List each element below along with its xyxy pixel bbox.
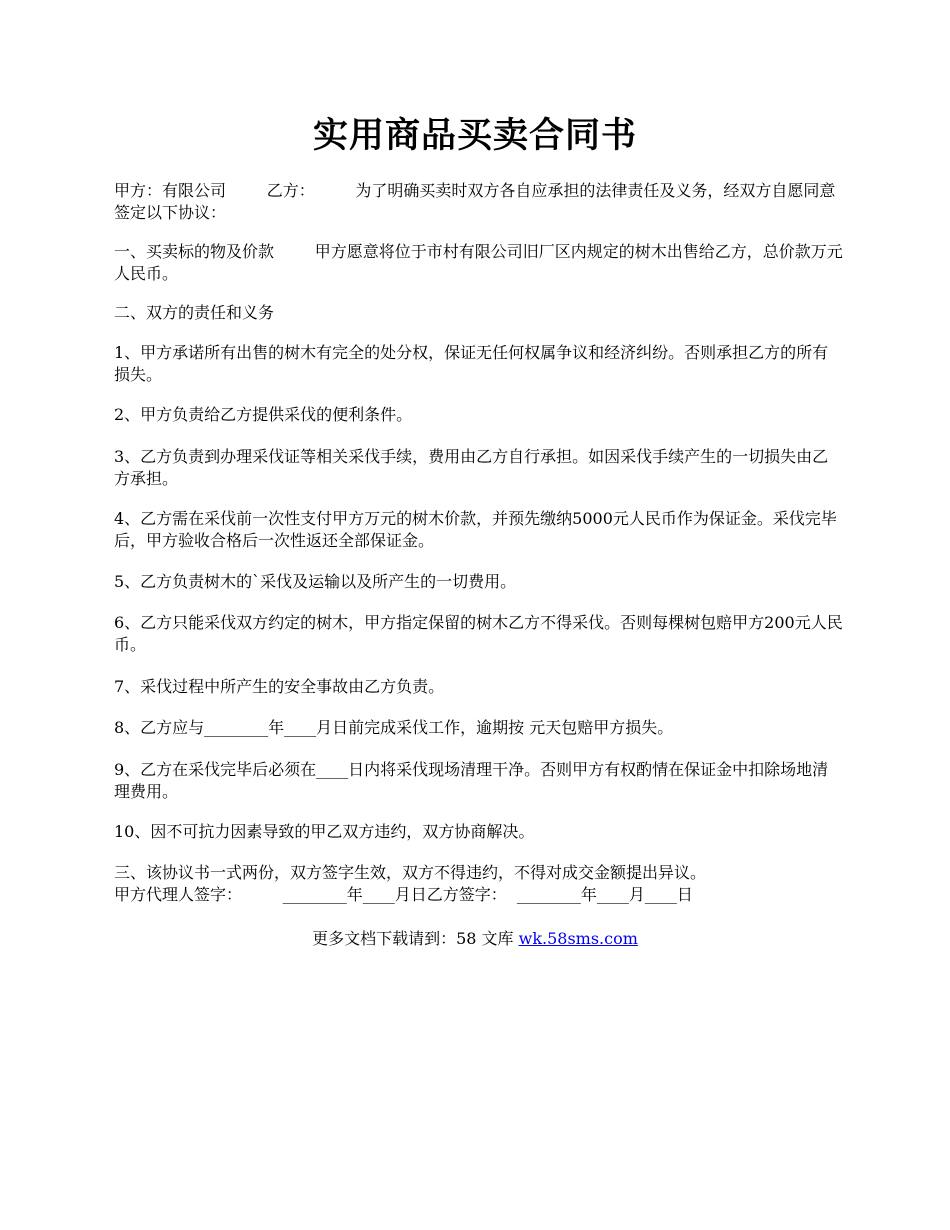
clause-4: 4、乙方需在采伐前一次性支付甲方万元的树木价款，并预先缴纳5000元人民币作为保证金。采伐完毕后，甲方验收合格后一次性返还全部保证金。 — [114, 509, 837, 550]
clause-1: 1、甲方承诺所有出售的树木有完全的处分权，保证无任何权属争议和经济纠纷。否则承担乙方的所有损失。 — [114, 343, 829, 384]
intro-paragraph: 甲方：有限公司 乙方： 为了明确买卖时双方各自应承担的法律责任及义务，经双方自愿同意签定以下协议： — [114, 181, 836, 222]
footer-prefix: 更多文档下载请到：58 文库 — [312, 929, 519, 948]
section-1-paragraph: 一、买卖标的物及价款 甲方愿意将位于市村有限公司旧厂区内规定的树木出售给乙方，总价款万元人民币。 — [114, 242, 843, 283]
section-2-heading: 二、双方的责任和义务 — [114, 303, 275, 322]
clause-6: 6、乙方只能采伐双方约定的树木，甲方指定保留的树木乙方不得采伐。否则每棵树包赔甲方200元人民币。 — [114, 613, 843, 654]
document-title: 实用商品买卖合同书 — [312, 115, 637, 156]
footer-link[interactable]: wk.58sms.com — [518, 929, 638, 948]
clause-3: 3、乙方负责到办理采伐证等相关采伐手续，费用由乙方自行承担。如因采伐手续产生的一切损失由乙方承担。 — [114, 447, 829, 488]
clause-7: 7、采伐过程中所产生的安全事故由乙方负责。 — [114, 677, 445, 696]
download-footer — [114, 928, 836, 950]
clause-5: 5、乙方负责树木的`采伐及运输以及所产生的一切费用。 — [114, 572, 517, 591]
signature-line: 甲方代理人签字： ________年____月日乙方签字： ________年____月____日 — [114, 885, 693, 904]
section-3-paragraph: 三、该协议书一式两份，双方签字生效，双方不得违约，不得对成交金额提出异议。 — [114, 863, 707, 882]
clause-8: 8、乙方应与________年____月日前完成采伐工作，逾期按 元天包赔甲方损失。 — [114, 718, 674, 737]
clause-10: 10、因不可抗力因素导致的甲乙双方违约，双方协商解决。 — [114, 822, 535, 841]
clause-9: 9、乙方在采伐完毕后必须在____日内将采伐现场清理干净。否则甲方有权酌情在保证金中扣除场地清理费用。 — [114, 760, 829, 801]
clause-2: 2、甲方负责给乙方提供采伐的便利条件。 — [114, 405, 413, 424]
